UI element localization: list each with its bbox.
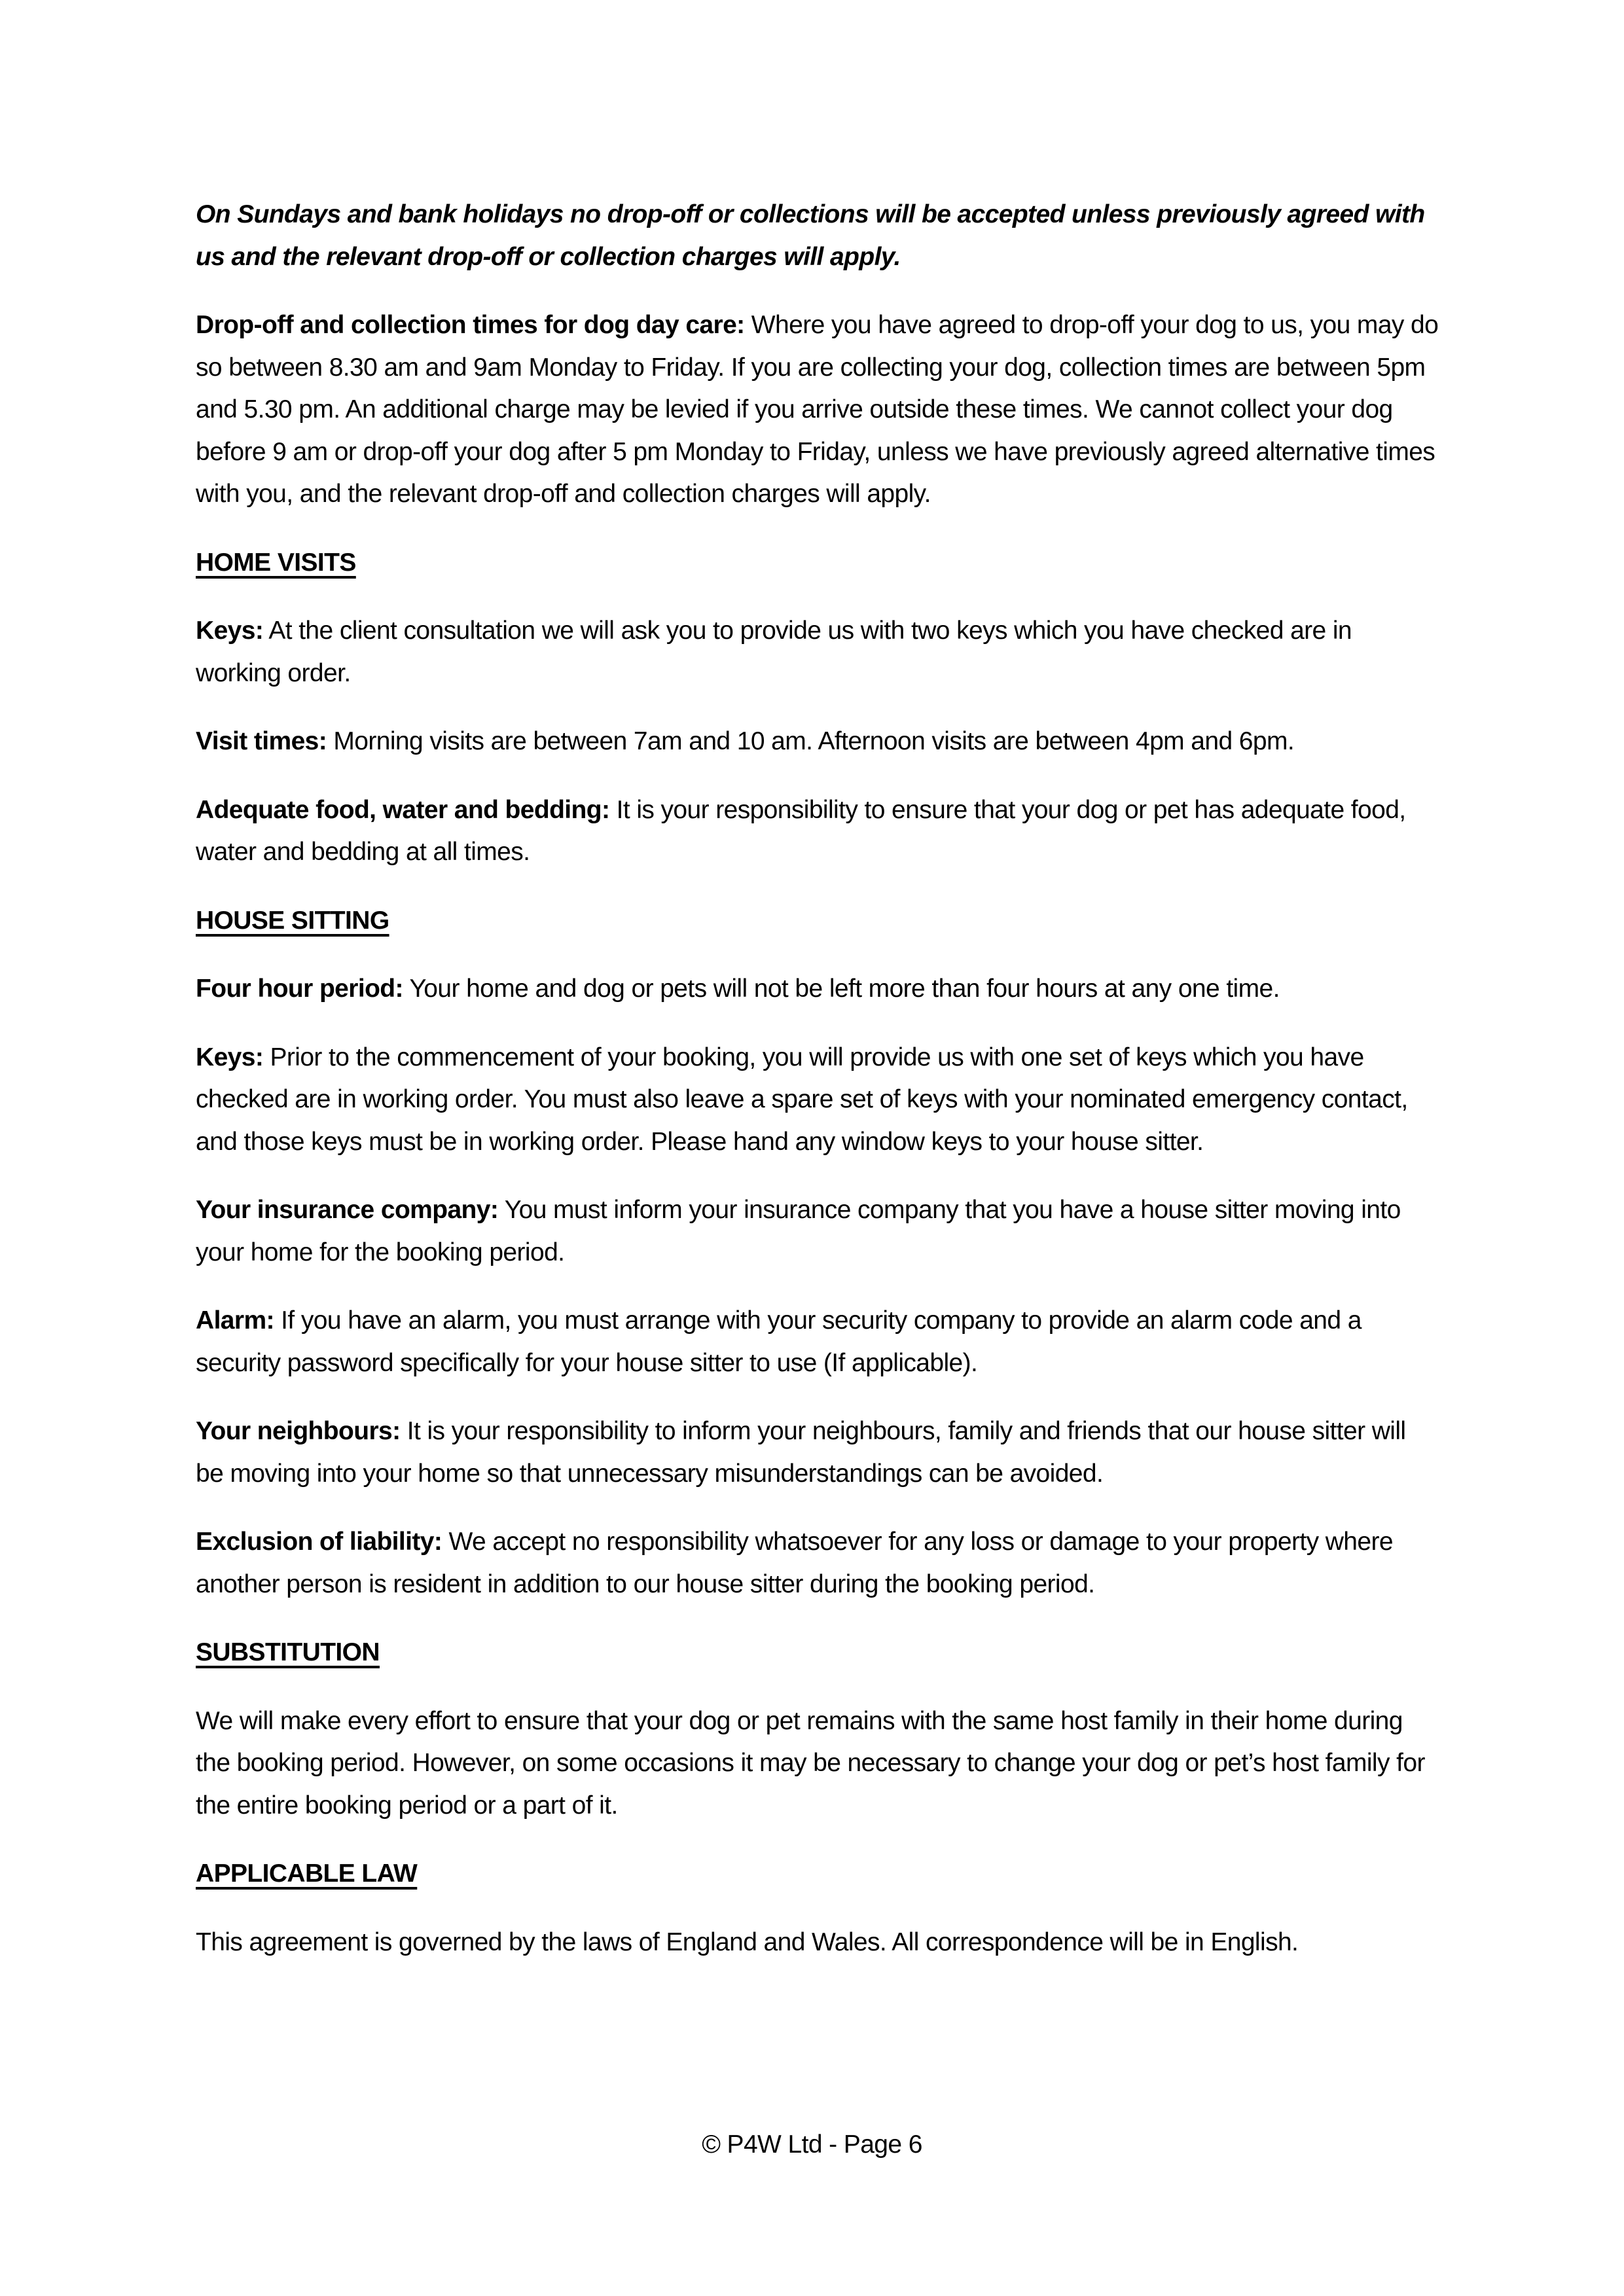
dropoff-paragraph (196, 304, 1439, 516)
paragraph-lead: Alarm: (196, 1306, 274, 1335)
section-heading-house-sitting: HOUSE SITTING (196, 906, 389, 935)
paragraph-lead: Drop-off and collection times for dog day care: (196, 311, 745, 339)
paragraph-lead: Keys: (196, 1043, 264, 1071)
paragraph-text: Where you have agreed to drop-off your dog to us, you may do so between 8.30 am and 9am Monday to Friday. If you are collecting your dog, collection times are between 5pm and 5.30 pm. An additional charge may be levied if you arrive outside these times. We cannot collect your dog before 9 am or drop-off your dog after 5 pm Monday to Friday, unless we have previously agreed alternative times with you, and the relevant drop-off and collection charges will apply. (196, 311, 1439, 508)
paragraph-text: Morning visits are between 7am and 10 am. Afternoon visits are between 4pm and 6pm. (327, 727, 1295, 755)
paragraph-text: Your home and dog or pets will not be left more than four hours at any one time. (403, 975, 1280, 1003)
house-sitting-alarm (196, 1300, 1439, 1384)
paragraph-lead: Visit times: (196, 727, 327, 755)
paragraph-lead: Adequate food, water and bedding: (196, 795, 610, 824)
paragraph-text: If you have an alarm, you must arrange with your security company to provide an alarm code and a security password specifically for your house sitter to use (If applicable). (196, 1306, 1362, 1377)
home-visits-food (196, 789, 1439, 874)
paragraph-text: At the client consultation we will ask you to provide us with two keys which you have checked are in working order. (196, 617, 1352, 687)
applicable-law-paragraph: This agreement is governed by the laws of England and Wales. All correspondence will be in English. (196, 1928, 1299, 1956)
home-visits-keys (196, 610, 1439, 694)
paragraph-lead: Your insurance company: (196, 1196, 499, 1224)
section-heading-applicable-law: APPLICABLE LAW (196, 1859, 418, 1888)
page-footer: © P4W Ltd - Page 6 (702, 2130, 922, 2159)
paragraph-lead: Your neighbours: (196, 1417, 401, 1445)
house-sitting-keys (196, 1037, 1439, 1164)
section-heading-home-visits: HOME VISITS (196, 548, 356, 577)
paragraph-text: It is your responsibility to ensure that your dog or pet has adequate food, water and bedding at all times. (196, 795, 1406, 866)
paragraph-text: We accept no responsibility whatsoever for any loss or damage to your property where another person is resident in addition to our house sitter during the booking period. (196, 1528, 1393, 1598)
substitution-paragraph: We will make every effort to ensure that your dog or pet remains with the same host family in their home during the booking period. However, on some occasions it may be necessary to change your dog or pet’s host family for the entire booking period or a part of it. (196, 1706, 1425, 1820)
house-sitting-insurance (196, 1189, 1439, 1274)
house-sitting-neighbours (196, 1410, 1439, 1495)
section-heading-substitution: SUBSTITUTION (196, 1638, 380, 1666)
home-visits-times (196, 721, 1439, 763)
house-sitting-four-hour (196, 968, 1439, 1011)
page-content (196, 194, 1439, 1990)
holiday-notice: On Sundays and bank holidays no drop-off or collections will be accepted unless previously agreed with us and the relevant drop-off or collection charges will apply. (196, 200, 1425, 271)
paragraph-lead: Keys: (196, 617, 264, 645)
paragraph-lead: Exclusion of liability: (196, 1528, 442, 1556)
paragraph-lead: Four hour period: (196, 975, 403, 1003)
paragraph-text: You must inform your insurance company that you have a house sitter moving into your home for the booking period. (196, 1196, 1401, 1266)
house-sitting-liability (196, 1521, 1439, 1605)
paragraph-text: It is your responsibility to inform your neighbours, family and friends that our house sitter will be moving into your home so that unnecessary misunderstandings can be avoided. (196, 1417, 1406, 1488)
paragraph-text: Prior to the commencement of your booking, you will provide us with one set of keys which you have checked are in working order. You must also leave a spare set of keys with your nominated emergency contact, and those keys must be in working order. Please hand any window keys to your house sitter. (196, 1043, 1408, 1156)
